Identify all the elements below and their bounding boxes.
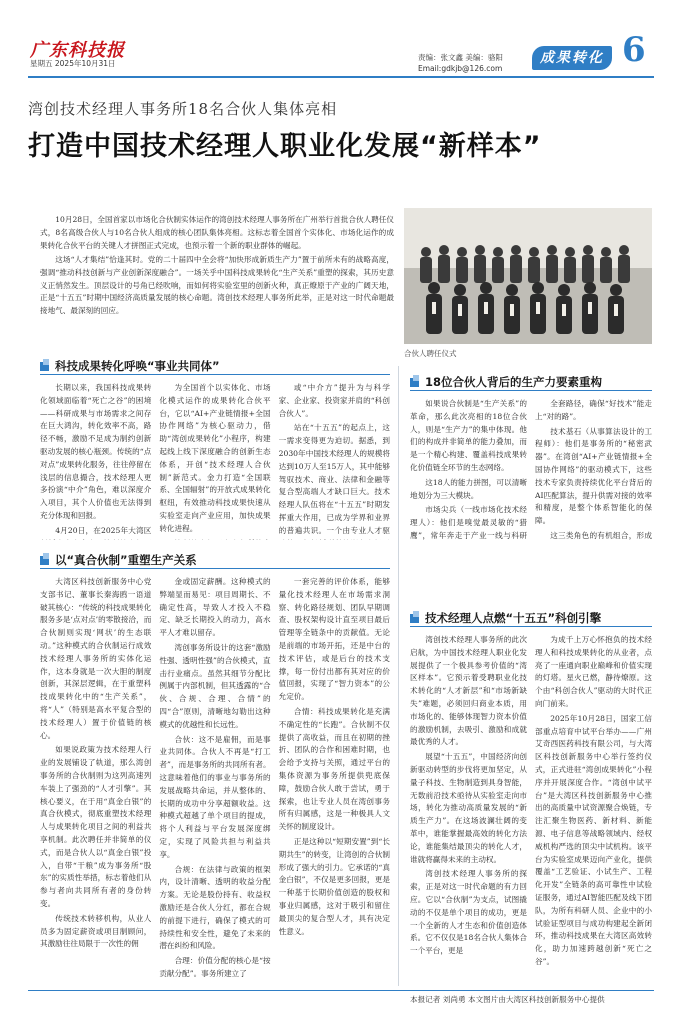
section-heading — [40, 552, 197, 568]
paragraph: 展望“十五五”，中国经济向创新驱动转型的步伐将更加坚定，从量子科技、生物制造到具身智能，无数前沿技术亟待从实验室走向市场，转化为推动高质量发展的“新质生产力”。在这场波澜壮阔的变革中，谁能掌握最高效的转化方法论，谁能集结最顶尖的转化人才，谁就将赢得未来的主动权。 — [410, 752, 527, 864]
section-bullet-icon — [40, 556, 49, 565]
text-column — [410, 398, 527, 542]
paragraph: 如果说合伙制是“生产关系”的革命，那么此次亮相的18位合伙人，则是“生产力”的集中体现。他们的构成并非简单的能力叠加，而是一个精心构建、覆盖科技成果转化价值链全环节的生态网络。 — [410, 399, 527, 472]
paragraph: 合情：科技成果转化是充满不确定性的“长跑”。合伙制不仅提供了高收益，而且在初期的挫折、团队的合作和困难时期，也会给予支持与关照，通过平台的集体资源为事务所提供兜底保障，鼓励合伙人敢于尝试，勇于探索，也让专业人员在湾创事务所有归属感，这是一种极具人文关怀的制度设计。 — [278, 706, 390, 832]
section-divider — [40, 568, 390, 569]
text-column — [40, 382, 151, 540]
section-heading-text: 以“真合伙制”重塑生产关系 — [55, 553, 197, 567]
issue-date: 星期五 2025年10月31日 — [30, 59, 116, 68]
paragraph: 传统技术转移机构，从业人员多为固定薪资或项目制顾问，其激励往往局限于一次性的佣 — [40, 913, 152, 949]
paragraph: 全套路径，确保“好技术”能走上“对的路”。 — [535, 399, 652, 421]
text-column — [40, 576, 151, 984]
paragraph: 如果说政策为技术经理人行业的发展铺设了轨道，那么湾创事务所的合伙制则为这列高速列车装上了强劲的“人才引擎”。其核心要义，在于用“真金白银”的真合伙模式，彻底重塑技术经理人与成果转化项目之间的利益共享机制。此次聘任并非简单的仪式，而是合伙人以“真金白银”投入，自带“干粮”成为事务所“股东”的实质性举措，标志着他们从参与者向共同所有者的身份转变。 — [40, 745, 152, 908]
text-column — [410, 634, 527, 986]
section-heading — [410, 610, 601, 626]
section-divider — [40, 374, 390, 375]
paragraph: 技术基石（从事算法设计的工程师）：他们是事务所的“秘密武器”。在湾创“AI+产业链情报+全国协作网络”的驱动模式下，这些技术专家负责持续优化平台背后的AI匹配算法，提升供需对接的效率和精度，是整个体系智能化的保障。 — [535, 426, 652, 526]
text-column — [279, 382, 390, 540]
paragraph — [159, 538, 270, 540]
section-body — [410, 398, 652, 542]
section-body — [410, 634, 652, 986]
lead-paragraph: 10月28日，全国首家以市场化合伙制实体运作的湾创技术经理人事务所在广州举行首批合伙人聘任仪式，8名高级合伙人与10名合伙人组成的核心团队集体亮相。这标志着全国首个实体化、市场化运作的成果转化合伙平台的关键人才拼图正式完成，也预示着一个新的职业群体的崛起。 — [40, 215, 394, 250]
section-heading-text: 技术经理人点燃“十五五”科创引擎 — [425, 611, 602, 625]
paragraph: 湾创技术经理人事务所的此次启航，为中国技术经理人职业化发展提供了一个极具参考价值的“湾区样本”。它预示着受聘职业化技术转化的“人才新层”和“市场新缺失”难题，必须回归商业本质，用市场化的、能够体现智力资本价值的激励机制，去吸引、激励和成就最优秀的人才。 — [410, 635, 527, 747]
paragraph: 湾创技术经理人事务所的探索，正是对这一时代命题的有力回应。它以“合伙制”为支点，试图撬动的不仅是单个项目的成功，更是一个全新的人才生态和价值创造体系。它不仅仅是18名合伙人集体合一个平台，更是 — [410, 869, 527, 956]
paragraph: 金或固定薪酬。这种模式的弊端显而易见：项目周期长、不确定性高，导致人才投入不稳定、缺乏长期投入的动力，高水平人才难以留存。 — [159, 577, 271, 638]
paragraph: 合规：在法律与政策的框架内，设计清晰、透明的收益分配方案。无论是股份持有、收益权激励还是合伙人分红，都在合规的前提下进行，确保了模式的可持续性和安全性，避免了未来的潜在纠纷和风险。 — [159, 864, 271, 951]
header-divider — [28, 76, 654, 78]
section-bullet-icon — [40, 362, 49, 371]
text-column — [535, 398, 652, 542]
article-kicker: 湾创技术经理人事务所18名合伙人集体亮相 — [28, 100, 338, 118]
paragraph: 一套完善的评价体系，能够量化技术经理人在市场需求洞察、转化路径规划、团队早期调查、股权架构设计直至项目最后管理等全链条中的贡献值。无论是前端的市场开拓，还是中台的技术评估，或是后台的技术支撑，每一份付出都有其对应的价值回报，实现了“智力资本”的公允定价。 — [278, 577, 390, 702]
section-bullet-icon — [410, 614, 419, 623]
paragraph: 为成千上万心怀抱负的技术经理人和科技成果转化的从业者，点亮了一座通向职业巅峰和价值实现的灯塔。星火已燃，静待燎原。这个由“科创合伙人”驱动的大时代正向门前来。 — [535, 635, 652, 708]
paragraph: 为全国首个以实体化、市场化模式运作的成果转化合伙平台，它以“AI+产业链情报+全国协作网络”为核心驱动力，借助“湾创成果转化”小程序，构建起线上线下深度融合的创新生态体系，开创“技术经理人合伙制”新范式。金力打造“全国联系、全国辐射”的开放式成果转化枢纽，有效推动科技成果快速从实验室走向产业应用，加快成果转化进程。 — [159, 383, 271, 533]
article-lead — [40, 214, 394, 319]
footer-divider — [28, 990, 654, 991]
text-column — [279, 576, 390, 984]
paragraph: 或“中介方”提升为与科学家、企业家、投资家并肩的“科创合伙人”。 — [278, 383, 390, 418]
paragraph: 2025年10月28日，国家工信部重点培育中试平台举办——广州艾奇西医药科技有限公司，与大湾区科技创新服务中心举行签约仪式，正式进驻“湾创成果转化”小程序并开展深度合作。“湾创中试平台”是大湾区科技创新服务中心推出的高质量中试资源聚合焕链，专注汇聚生物医药、新材料、新能源、电子信息等战略领域内、经权威机构严选的顶尖中试机构。该平台为实验室成果迈向产业化，提供覆盖“工艺验证、小试生产、工程化开发”全链条的高可靠性中试验证服务，通过AI智能匹配及线下团队，为所有科研人员、企业中的小试验证型项目与成功构建起全新闭环，推动科技成果在大湾区高效转化，助力加速跨越创新“死亡之谷”。 — [535, 713, 652, 966]
group-photo-illustration — [404, 208, 652, 344]
text-column — [535, 634, 652, 986]
lead-paragraph: 这场“人才集结”恰逢其时。党的二十届四中全会将“加快形成新质生产力”置于前所未有的战略高度，强调“推动科技创新与产业创新深度融合”。一场关乎中国科技成果转化“生产关系”重塑的探索，其历史意义正悄然发生。顶层设计的号角已经吹响，而如何将实验室里的创新火种，真正燎原于产业的广阔天地，正是“十五五”时期中国经济高质量发展的核心命题。湾创技术经理人事务所此举，正是对这一时代命题最接地气、最深刻的回应。 — [40, 254, 394, 316]
section-heading — [40, 358, 220, 374]
editor-email[interactable]: Email:gdkjb@126.com — [418, 64, 503, 73]
editor-credit: 责编：张文鑫 美编：骆阳 — [418, 53, 503, 62]
paragraph: 市场尖兵（一线市场化技术经理人）：他们是嗅觉最灵敏的“猎鹰”，常年奔走于产业一线与科研 — [410, 505, 527, 540]
newspaper-logo: 广东科技报 — [30, 40, 125, 61]
paragraph: 正是这种以“短期安置”到“长期共生”的转变，让湾创的合伙制形成了强大的引力。它承诺的“真金白银”，不仅是更多回报，更是一种基于长期价值创造的股权和事业归属感，这对于吸引和留住最顶尖的复合型人才，具有决定性意义。 — [278, 836, 390, 936]
paragraph: 湾创事务所设计的这套“激励性强、透明性强”的合伙模式，直击行业痛点。虽然其细节分配比例属于内部机制，但其透露的“合伙、合规、合理、合情”的四“合”原则，清晰地勾勒出这种模式的优越性和长远性。 — [159, 642, 271, 729]
paragraph: 合伙：这不是雇佣，而是事业共同体。合伙人不再是“打工者”，而是事务所的共同所有者。这意味着他们的事业与事务所的发展战略共命运，并从整体的、长期的成功中分享超额收益。这种模式超越了单个项目的提成，将个人利益与平台发展深度绑定，实现了风险共担与利益共享。 — [159, 734, 271, 859]
section-divider — [410, 390, 652, 391]
paragraph: 长期以来，我国科技成果转化领域面临着“死亡之谷”的困境——科研成果与市场需求之间存在巨大鸿沟，转化效率不高，路径不畅，激励不足成为制约创新驱动发展的核心瓶颈。传统的“点对点”成果转化服务，往往停留在浅层的信息撮合，技术经理人更多扮演“中介”角色，难以深度介入项目，其个人价值也无法得到充分体现和回报。 — [40, 383, 152, 520]
staff-credits — [418, 52, 503, 74]
paragraph: 4月20日，在2025年大湾区 — [55, 525, 152, 535]
photo-caption: 合伙人聘任仪式 — [404, 349, 457, 358]
group-photo — [404, 208, 652, 344]
page-number: 6 — [622, 30, 646, 70]
article-headline: 打造中国技术经理人职业化发展“新样本” — [28, 131, 542, 162]
paragraph: 站在“十五五”的起点上，这一需求变得更为迫切。据悉，到2030年中国技术经理人的规模将达到10万人至15万人，其中能够驾驭技术、商业、法律和金融等复合型高端人才缺口巨大。技术经理人队伍将在“十五五”时期发挥重大作用，已成为学界和业界的普遍共识。一个由专业人才驱 — [278, 423, 390, 535]
section-badge: 成果转化 — [532, 46, 612, 70]
column-separator — [398, 366, 399, 986]
paragraph: 合理：价值分配的核心是“按贡献分配”。事务所建立了 — [159, 956, 271, 978]
section-divider — [410, 626, 652, 627]
paragraph: 这三类角色的有机组合，形成 — [550, 530, 652, 540]
paragraph: 大湾区科技创新服务中心党支部书记、董事长秦海鸥一语道破其核心：“传统的科技成果转化服务多是‘点对点’的零散接洽，而合伙制则实现‘网状’的生态联动。”这种模式的合伙制运行成效技术经理人事务所的实体化运作，这本身就是一次大胆的制度创新，其深层逻辑，在于重塑科技成果转化中的“生产关系”，将“人”（特别是高水平复合型的技术经理人）置于价值链的核心。 — [40, 577, 152, 740]
text-column — [159, 576, 270, 984]
masthead — [0, 0, 682, 72]
section-bullet-icon — [410, 378, 419, 387]
section-heading-text: 科技成果转化呼唤“事业共同体” — [55, 359, 220, 373]
article-credits: 本报记者 刘尚勇 本文图片由大湾区科技创新服务中心提供 — [410, 995, 605, 1004]
section-heading — [410, 374, 602, 390]
paragraph: 这18人的能力拼图，可以清晰地划分为三大模块。 — [410, 477, 527, 500]
text-column — [159, 382, 270, 540]
section-body — [40, 382, 390, 540]
section-heading-text: 18位合伙人背后的生产力要素重构 — [425, 375, 603, 389]
section-body — [40, 576, 390, 984]
